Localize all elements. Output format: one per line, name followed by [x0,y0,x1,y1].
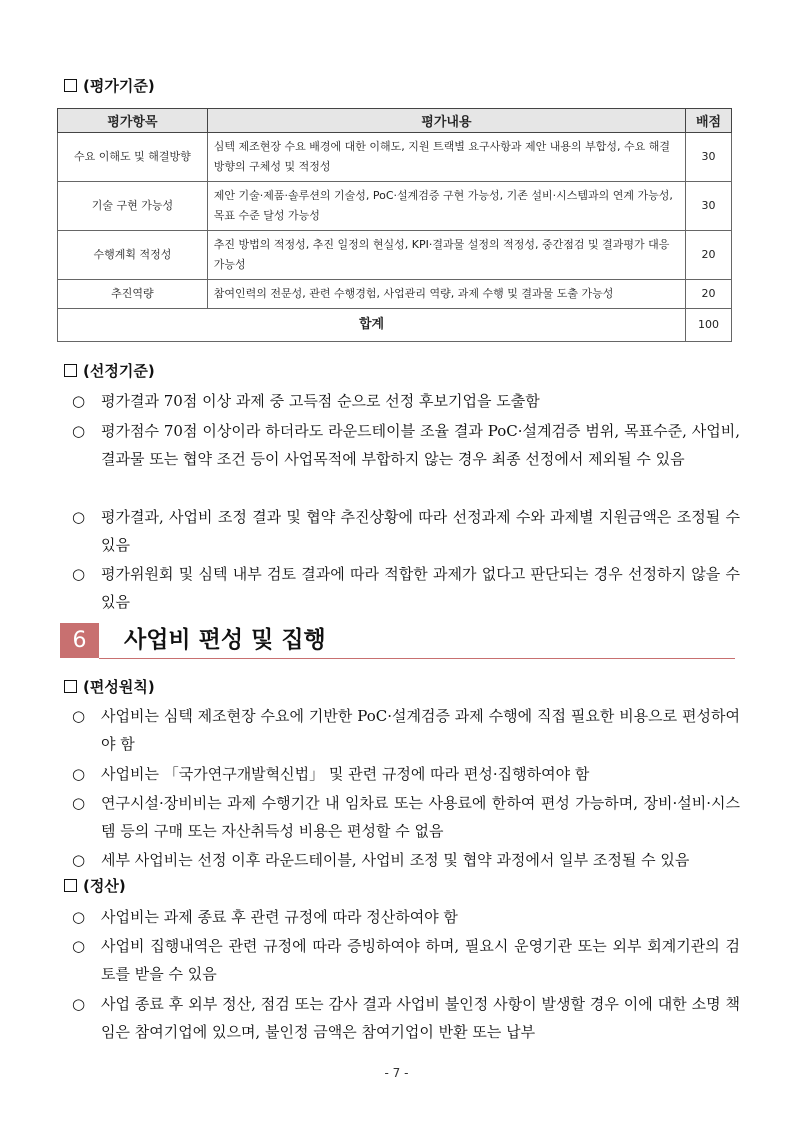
chapter-number: 6 [60,623,99,658]
list-item-text: 평가결과, 사업비 조정 결과 및 협약 추진상황에 따라 선정과제 수와 과제별 지원금액은 조정될 수 있음 [101,508,740,554]
list-item [72,932,740,988]
section-heading-criteria [64,76,155,96]
section-heading-settlement [64,876,126,896]
section-heading-label: (정산) [83,877,126,895]
total-score: 100 [686,309,732,342]
header-item: 평가항목 [58,109,208,133]
circle-bullet-icon: ○ [72,851,86,869]
row-item: 수요 이해도 및 해결방향 [58,133,208,182]
section-heading-selection [64,361,155,381]
header-score: 배점 [686,109,732,133]
table-header-row [58,109,732,133]
list-item [72,503,740,559]
chapter-heading [60,623,735,659]
list-item [72,903,740,931]
table-row [58,133,732,182]
row-content: 추진 방법의 적정성, 추진 일정의 현실성, KPI·결과물 설정의 적정성, 중간점검 및 결과평가 대응 가능성 [207,231,685,280]
list-item [72,417,740,473]
list-item-text: 연구시설·장비비는 과제 수행기간 내 임차료 또는 사용료에 한하여 편성 가능하며, 장비·설비·시스템 등의 구매 또는 자산취득성 비용은 편성할 수 없음 [101,794,740,840]
circle-bullet-icon: ○ [72,565,86,583]
row-content: 제안 기술·제품·솔루션의 기술성, PoC·설계검증 구현 가능성, 기존 설비·시스템과의 연계 가능성, 목표 수준 달성 가능성 [207,182,685,231]
checkbox-square-icon [64,879,77,892]
circle-bullet-icon: ○ [72,508,86,526]
circle-bullet-icon: ○ [72,422,86,440]
circle-bullet-icon: ○ [72,794,86,812]
row-content: 참여인력의 전문성, 관련 수행경험, 사업관리 역량, 과제 수행 및 결과물 도출 가능성 [207,280,685,309]
list-item-text: 사업 종료 후 외부 정산, 점검 또는 감사 결과 사업비 불인정 사항이 발생할 경우 이에 대한 소명 책임은 참여기업에 있으며, 불인정 금액은 참여기업이 반환 또는 납부 [101,995,740,1041]
row-score: 30 [686,182,732,231]
table-total-row [58,309,732,342]
page-number: - 7 - [384,1066,409,1080]
checkbox-square-icon [64,680,77,693]
row-item: 추진역량 [58,280,208,309]
list-item-text: 평가점수 70점 이상이라 하더라도 라운드테이블 조율 결과 PoC·설계검증 범위, 목표수준, 사업비, 결과물 또는 협약 조건 등이 사업목적에 부합하지 않는 경우 최종 선정에서 제외될 수 있음 [101,422,740,468]
chapter-title: 사업비 편성 및 집행 [124,627,326,653]
checkbox-square-icon [64,79,77,92]
circle-bullet-icon: ○ [72,765,86,783]
circle-bullet-icon: ○ [72,937,86,955]
list-item [72,702,740,758]
circle-bullet-icon: ○ [72,392,86,410]
circle-bullet-icon: ○ [72,908,86,926]
list-item-text: 평가위원회 및 심텍 내부 검토 결과에 따라 적합한 과제가 없다고 판단되는 경우 선정하지 않을 수 있음 [101,565,740,611]
list-item [72,760,740,788]
list-item-text: 사업비 집행내역은 관련 규정에 따라 증빙하여야 하며, 필요시 운영기관 또는 외부 회계기관의 검토를 받을 수 있음 [101,937,740,983]
list-item [72,990,740,1046]
checkbox-square-icon [64,364,77,377]
list-item-text: 사업비는 「국가연구개발혁신법」 및 관련 규정에 따라 편성·집행하여야 함 [101,765,590,783]
table-row [58,182,732,231]
row-item: 기술 구현 가능성 [58,182,208,231]
list-item-text: 평가결과 70점 이상 과제 중 고득점 순으로 선정 후보기업을 도출함 [101,392,540,410]
list-item-text: 세부 사업비는 선정 이후 라운드테이블, 사업비 조정 및 협약 과정에서 일부 조정될 수 있음 [101,851,690,869]
evaluation-criteria-table [57,108,732,342]
list-item-text: 사업비는 심텍 제조현장 수요에 기반한 PoC·설계검증 과제 수행에 직접 필요한 비용으로 편성하여야 함 [101,707,740,753]
row-item: 수행계획 적정성 [58,231,208,280]
list-item [72,789,740,845]
list-item-text: 사업비는 과제 종료 후 관련 규정에 따라 정산하여야 함 [101,908,458,926]
circle-bullet-icon: ○ [72,707,86,725]
list-item [72,560,740,616]
section-heading-principle [64,677,155,697]
row-score: 20 [686,280,732,309]
section-heading-label: (편성원칙) [83,678,155,696]
circle-bullet-icon: ○ [72,995,86,1013]
header-content: 평가내용 [207,109,685,133]
section-heading-label: (선정기준) [83,362,155,380]
list-item [72,387,740,415]
table-row [58,280,732,309]
row-score: 30 [686,133,732,182]
row-score: 20 [686,231,732,280]
chapter-underline [99,658,735,660]
list-item [72,846,740,874]
row-content: 심텍 제조현장 수요 배경에 대한 이해도, 지원 트랙별 요구사항과 제안 내용의 부합성, 수요 해결 방향의 구체성 및 적정성 [207,133,685,182]
table-row [58,231,732,280]
section-heading-label: (평가기준) [83,77,155,95]
total-label: 합계 [58,309,686,342]
